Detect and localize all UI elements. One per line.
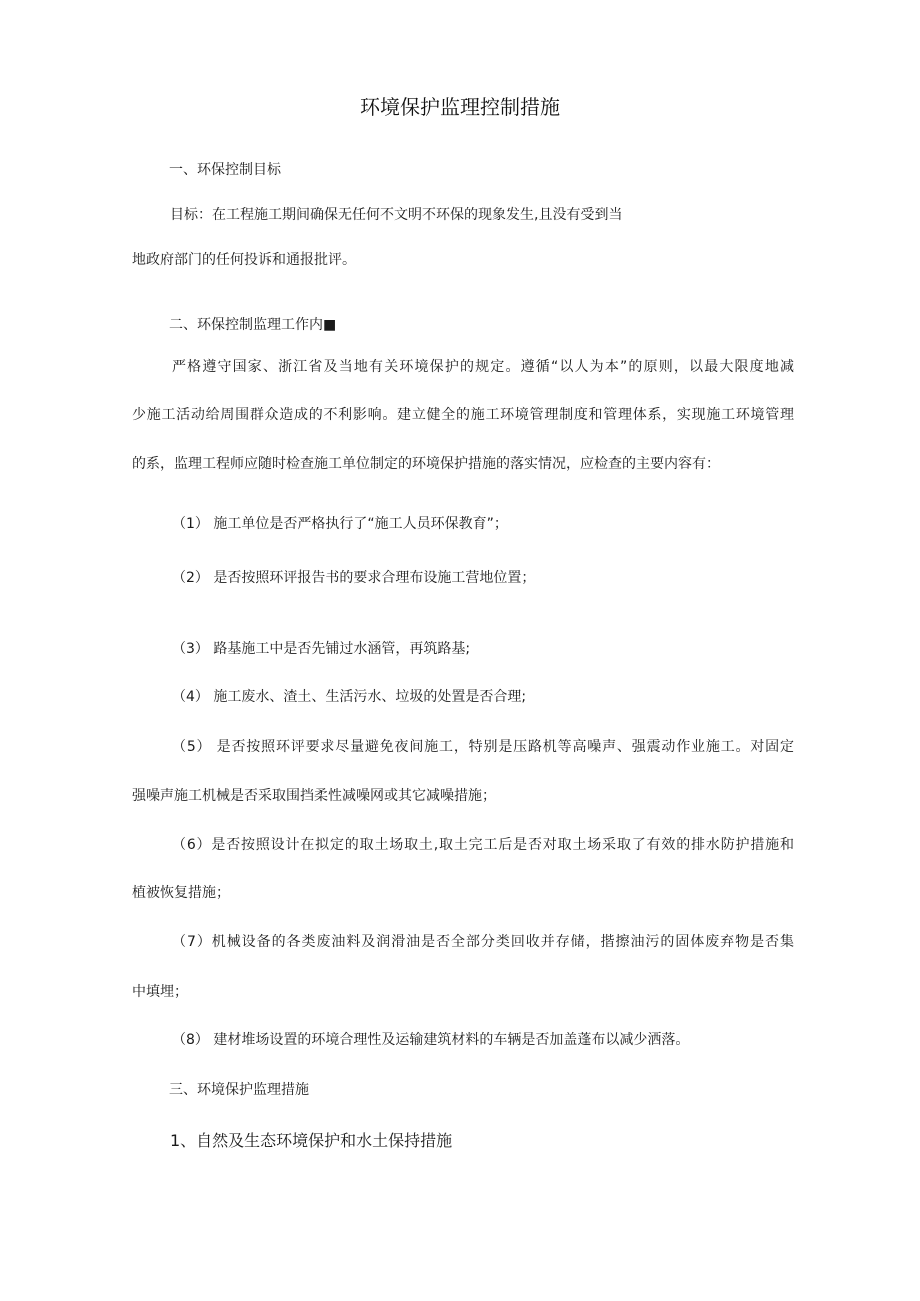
check-item-7-line2: 中填埋； [132,984,188,1000]
work-para-line3: 的系，监理工程师应随时检查施工单位制定的环境保护措施的落实情况，应检查的主要内容有： [132,456,720,472]
section-heading-measures: 三、环境保护监理措施 [169,1082,309,1098]
section-heading-goal: 一、环保控制目标 [169,162,281,178]
section-heading-work: 二、环保控制监理工作内■ [169,317,337,333]
check-item-8: （8） 建材堆场设置的环境合理性及运输建筑材料的车辆是否加盖蓬布以减少洒落。 [172,1032,690,1048]
work-para-line1: 严格遵守国家、浙江省及当地有关环境保护的规定。遵循“以人为本”的原则，以最大限度地减 [172,359,794,375]
work-para-line2: 少施工活动给周围群众造成的不利影响。建立健全的施工环境管理制度和管理体系，实现施工环境管理 [132,407,794,423]
goal-text-line1: 目标：在工程施工期间确保无任何不文明不环保的现象发生,且没有受到当 [170,207,623,223]
page-title: 环境保护监理控制措施 [360,95,560,119]
check-item-5-line2: 强噪声施工机械是否采取围挡柔性减噪网或其它减噪措施； [132,788,496,804]
check-item-6-line2: 植被恢复措施； [132,885,230,901]
check-item-3: （3） 路基施工中是否先铺过水涵管，再筑路基; [172,641,471,657]
check-item-1: （1） 施工单位是否严格执行了“施工人员环保教育”； [172,516,508,532]
check-item-2: （2） 是否按照环评报告书的要求合理布设施工营地位置； [172,570,536,586]
check-item-4: （4） 施工废水、渣土、生活污水、垃圾的处置是否合理; [172,689,527,705]
check-item-7-line1: （7）机械设备的各类废油料及润滑油是否全部分类回收并存储，揩擦油污的固体废弃物是否集 [172,934,794,950]
subsection-heading-ecology: 1、自然及生态环境保护和水土保持措施 [170,1131,453,1150]
check-item-5-line1: （5） 是否按照环评要求尽量避免夜间施工，特别是压路机等高噪声、强震动作业施工。对固定 [172,739,794,755]
check-item-6-line1: （6）是否按照设计在拟定的取土场取土,取土完工后是否对取土场采取了有效的排水防护措施和 [172,837,794,853]
goal-text-line2: 地政府部门的任何投诉和通报批评。 [132,252,356,268]
